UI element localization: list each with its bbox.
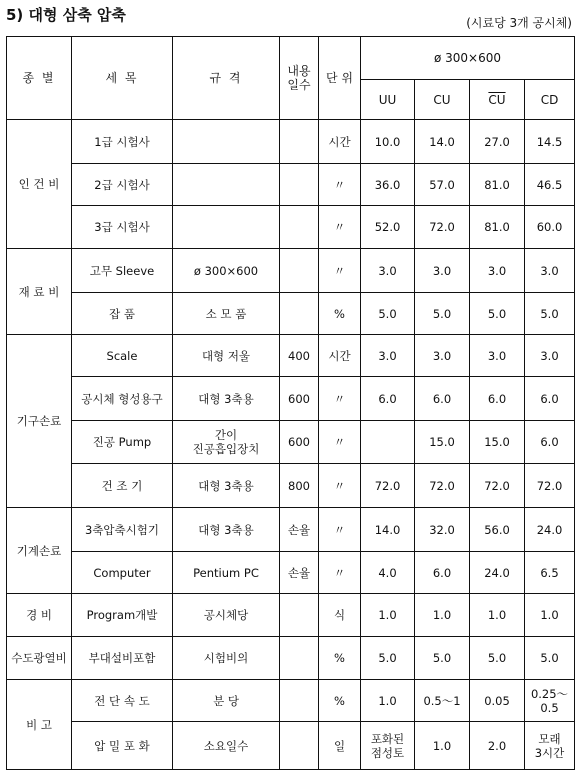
- spec-cell: ø 300×600: [173, 249, 280, 293]
- category-cell: 비 고: [7, 680, 72, 770]
- header-detail: 세 목: [72, 37, 173, 120]
- category-cell: 재 료 비: [7, 249, 72, 335]
- spec-cell: 간이 진공흡입장치: [173, 421, 280, 464]
- days-cell: [280, 249, 319, 293]
- days-cell: [280, 164, 319, 206]
- value-cell: 15.0: [470, 421, 525, 464]
- spec-cell: 시험비의: [173, 637, 280, 680]
- value-cell: 27.0: [470, 120, 525, 164]
- days-cell: 손율: [280, 552, 319, 594]
- value-cell: 0.25～0.5: [525, 680, 575, 722]
- value-cell: 5.0: [525, 637, 575, 680]
- days-cell: [280, 594, 319, 637]
- days-cell: [280, 637, 319, 680]
- unit-cell: 〃: [319, 464, 361, 508]
- days-cell: [280, 722, 319, 770]
- days-cell: 600: [280, 377, 319, 421]
- value-cell: 56.0: [470, 508, 525, 552]
- value-cell: 72.0: [470, 464, 525, 508]
- detail-cell: 고무 Sleeve: [72, 249, 173, 293]
- value-cell: 4.0: [361, 552, 415, 594]
- unit-cell: 〃: [319, 164, 361, 206]
- value-cell: 6.0: [470, 377, 525, 421]
- table-row: [7, 377, 575, 421]
- days-cell: [280, 206, 319, 249]
- value-cell: 14.5: [525, 120, 575, 164]
- header-category: 종 별: [7, 37, 72, 120]
- table-row: [7, 637, 575, 680]
- days-cell: 800: [280, 464, 319, 508]
- detail-cell: Program개발: [72, 594, 173, 637]
- unit-cell: 〃: [319, 552, 361, 594]
- spec-cell: 소 모 품: [173, 293, 280, 335]
- spec-cell: 분 당: [173, 680, 280, 722]
- value-cell: 0.5～1: [415, 680, 470, 722]
- unit-cell: 〃: [319, 206, 361, 249]
- detail-cell: 3축압축시험기: [72, 508, 173, 552]
- value-cell: 57.0: [415, 164, 470, 206]
- value-cell: 6.0: [415, 552, 470, 594]
- value-cell: 15.0: [415, 421, 470, 464]
- spec-cell: 대형 3축용: [173, 508, 280, 552]
- unit-cell: 시간: [319, 120, 361, 164]
- table-row: [7, 120, 575, 164]
- value-cell: 1.0: [361, 594, 415, 637]
- cost-table: [6, 36, 575, 770]
- value-cell: 1.0: [415, 594, 470, 637]
- detail-cell: 2급 시험사: [72, 164, 173, 206]
- unit-cell: 〃: [319, 508, 361, 552]
- value-cell: 5.0: [361, 637, 415, 680]
- value-cell: 72.0: [415, 464, 470, 508]
- days-cell: 손율: [280, 508, 319, 552]
- value-cell: 52.0: [361, 206, 415, 249]
- value-cell: 3.0: [415, 249, 470, 293]
- table-row: [7, 206, 575, 249]
- table-row: [7, 594, 575, 637]
- value-cell: 3.0: [525, 249, 575, 293]
- value-cell: 60.0: [525, 206, 575, 249]
- category-cell: 기구손료: [7, 335, 72, 508]
- table-row: [7, 508, 575, 552]
- table-row: [7, 464, 575, 508]
- table-row: [7, 293, 575, 335]
- days-cell: 400: [280, 335, 319, 377]
- table-row: [7, 680, 575, 722]
- value-cell: 14.0: [361, 508, 415, 552]
- spec-cell: 대형 3축용: [173, 464, 280, 508]
- header-test-cd: CD: [525, 80, 575, 120]
- value-cell: 81.0: [470, 206, 525, 249]
- value-cell: 72.0: [415, 206, 470, 249]
- value-cell: 5.0: [415, 637, 470, 680]
- detail-cell: 부대설비포함: [72, 637, 173, 680]
- value-cell: 6.0: [415, 377, 470, 421]
- value-cell: 포화된 점성토: [361, 722, 415, 770]
- category-cell: 수도광열비: [7, 637, 72, 680]
- detail-cell: 3급 시험사: [72, 206, 173, 249]
- table-row: [7, 335, 575, 377]
- value-cell: 3.0: [361, 335, 415, 377]
- unit-cell: %: [319, 293, 361, 335]
- value-cell: 모래 3시간: [525, 722, 575, 770]
- value-cell: 72.0: [361, 464, 415, 508]
- spec-cell: [173, 206, 280, 249]
- value-cell: 36.0: [361, 164, 415, 206]
- value-cell: 6.0: [525, 421, 575, 464]
- detail-cell: 건 조 기: [72, 464, 173, 508]
- header-test-cu-bar: $\overline{CU}$: [470, 80, 525, 120]
- unit-cell: 식: [319, 594, 361, 637]
- value-cell: 24.0: [470, 552, 525, 594]
- value-cell: 6.5: [525, 552, 575, 594]
- value-cell: 3.0: [470, 249, 525, 293]
- unit-cell: %: [319, 680, 361, 722]
- category-cell: 인 건 비: [7, 120, 72, 249]
- table-row: [7, 421, 575, 464]
- value-cell: 5.0: [525, 293, 575, 335]
- days-cell: 600: [280, 421, 319, 464]
- detail-cell: 잡 품: [72, 293, 173, 335]
- value-cell: 1.0: [470, 594, 525, 637]
- detail-cell: 전 단 속 도: [72, 680, 173, 722]
- value-cell: 5.0: [415, 293, 470, 335]
- value-cell: 1.0: [525, 594, 575, 637]
- unit-cell: 시간: [319, 335, 361, 377]
- days-cell: [280, 680, 319, 722]
- unit-cell: 〃: [319, 421, 361, 464]
- header-spec: 규 격: [173, 37, 280, 120]
- unit-cell: 일: [319, 722, 361, 770]
- detail-cell: 압 밀 포 화: [72, 722, 173, 770]
- header-days: 내용 일수: [280, 37, 319, 120]
- detail-cell: 진공 Pump: [72, 421, 173, 464]
- value-cell: 3.0: [525, 335, 575, 377]
- value-cell: 3.0: [470, 335, 525, 377]
- value-cell: 24.0: [525, 508, 575, 552]
- spec-cell: Pentium PC: [173, 552, 280, 594]
- days-cell: [280, 120, 319, 164]
- header-unit: 단 위: [319, 37, 361, 120]
- value-cell: 46.5: [525, 164, 575, 206]
- category-cell: 경 비: [7, 594, 72, 637]
- table-row: [7, 722, 575, 770]
- days-cell: [280, 293, 319, 335]
- spec-cell: 소요일수: [173, 722, 280, 770]
- detail-cell: 1급 시험사: [72, 120, 173, 164]
- value-cell: 81.0: [470, 164, 525, 206]
- detail-cell: Computer: [72, 552, 173, 594]
- table-row: [7, 552, 575, 594]
- section-title: 5) 대형 삼축 압축: [6, 6, 126, 24]
- value-cell: 1.0: [415, 722, 470, 770]
- value-cell: 3.0: [415, 335, 470, 377]
- value-cell: 72.0: [525, 464, 575, 508]
- value-cell: 32.0: [415, 508, 470, 552]
- table-row: [7, 249, 575, 293]
- spec-cell: 공시체당: [173, 594, 280, 637]
- spec-cell: [173, 120, 280, 164]
- value-cell: 10.0: [361, 120, 415, 164]
- value-cell: 5.0: [470, 293, 525, 335]
- value-cell: 3.0: [361, 249, 415, 293]
- header-test-cu: CU: [415, 80, 470, 120]
- detail-cell: 공시체 형성용구: [72, 377, 173, 421]
- value-cell: 1.0: [361, 680, 415, 722]
- value-cell: 6.0: [525, 377, 575, 421]
- value-cell: 6.0: [361, 377, 415, 421]
- table-row: [7, 164, 575, 206]
- value-cell: 5.0: [470, 637, 525, 680]
- unit-cell: 〃: [319, 249, 361, 293]
- value-cell: 14.0: [415, 120, 470, 164]
- unit-cell: %: [319, 637, 361, 680]
- detail-cell: Scale: [72, 335, 173, 377]
- header-size: ø 300×600: [361, 37, 575, 80]
- unit-cell: 〃: [319, 377, 361, 421]
- value-cell: 0.05: [470, 680, 525, 722]
- sample-note: (시료당 3개 공시체): [466, 16, 572, 30]
- spec-cell: [173, 164, 280, 206]
- spec-cell: 대형 저울: [173, 335, 280, 377]
- header-test-uu: UU: [361, 80, 415, 120]
- value-cell: 2.0: [470, 722, 525, 770]
- value-cell: 5.0: [361, 293, 415, 335]
- spec-cell: 대형 3축용: [173, 377, 280, 421]
- table-body: [7, 120, 575, 770]
- category-cell: 기계손료: [7, 508, 72, 594]
- value-cell: [361, 421, 415, 464]
